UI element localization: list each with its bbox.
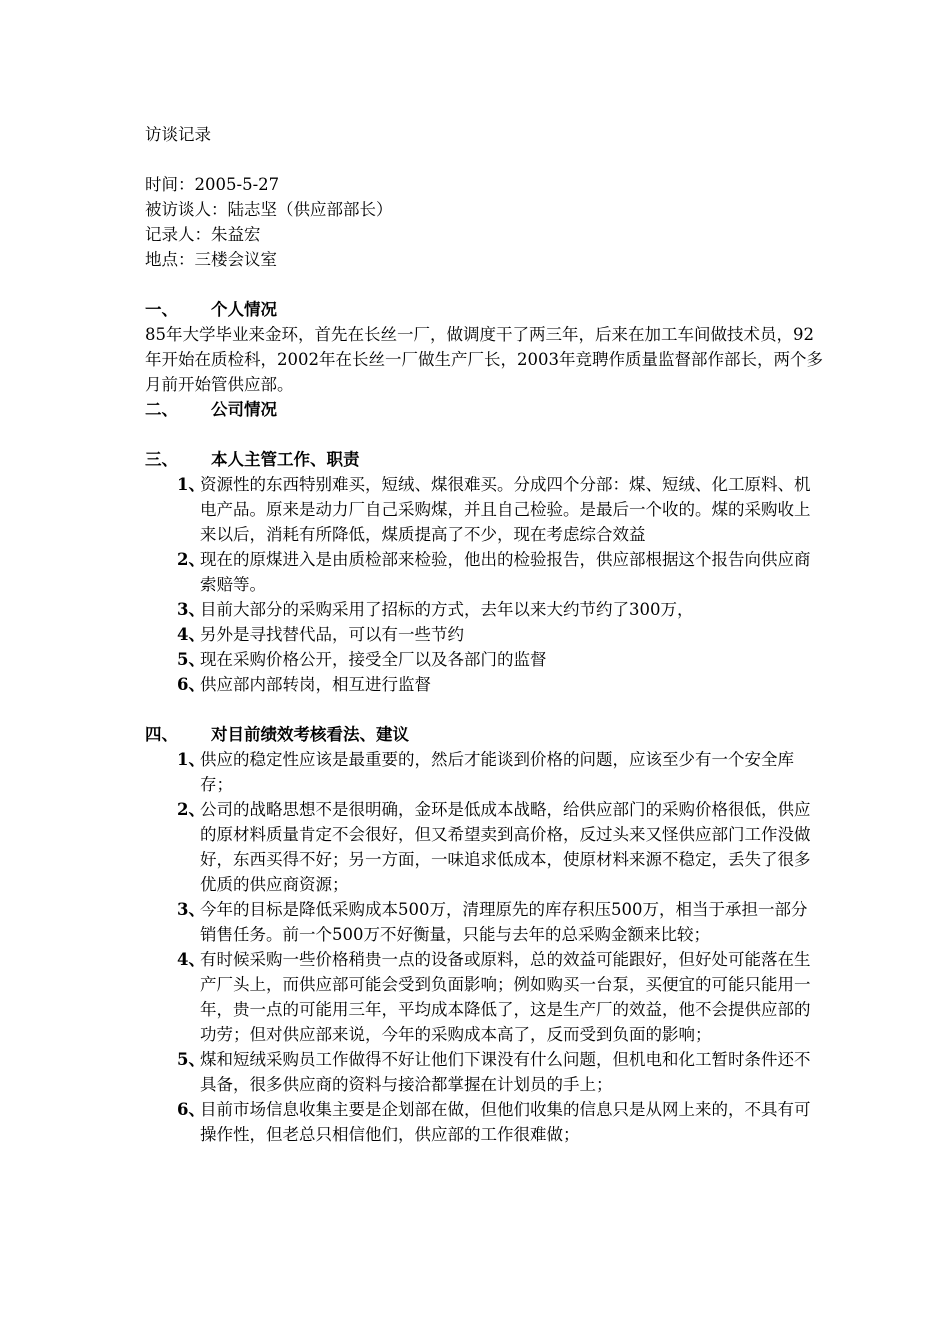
section-number: 二、 — [145, 400, 178, 419]
list-item — [145, 597, 820, 622]
list-marker: 3、 — [177, 900, 205, 919]
spacer — [145, 697, 825, 722]
list-item — [145, 647, 820, 672]
list-item-text: 目前大部分的采购采用了招标的方式，去年以来大约节约了300万， — [200, 600, 694, 619]
list-marker: 4、 — [177, 625, 205, 644]
list-item-text: 目前市场信息收集主要是企划部在做，但他们收集的信息只是从网上来的，不具有可操作性，但老总只相信他们，供应部的工作很难做； — [200, 1100, 811, 1144]
list-marker: 3、 — [177, 600, 205, 619]
list-item — [145, 1097, 820, 1147]
meta-location: 地点：三楼会议室 — [145, 250, 277, 269]
list-marker: 6、 — [177, 1100, 205, 1119]
list-item — [145, 897, 820, 947]
section-heading — [145, 397, 825, 422]
doc-title: 访谈记录 — [145, 125, 211, 144]
section-heading — [145, 297, 825, 322]
list-item-text: 现在的原煤进入是由质检部来检验，他出的检验报告，供应部根据这个报告向供应商索赔等。 — [200, 550, 811, 594]
list-item-text: 公司的战略思想不是很明确，金环是低成本战略，给供应部门的采购价格很低，供应的原材料质量肯定不会很好，但又希望卖到高价格，反过头来又怪供应部门工作没做好，东西买得不好；另一方面，一味追求低成本，使原材料来源不稳定，丢失了很多优质的供应商资源； — [200, 800, 811, 894]
list-marker: 2、 — [177, 800, 205, 819]
spacer — [145, 272, 825, 297]
list-item — [145, 747, 820, 797]
list-item — [145, 622, 820, 647]
list-item — [145, 797, 820, 897]
numbered-list — [145, 472, 825, 697]
section-heading — [145, 722, 825, 747]
list-item — [145, 672, 820, 697]
section-title: 公司情况 — [211, 400, 277, 419]
section-text: 85年大学毕业来金环，首先在长丝一厂，做调度干了两三年，后来在加工车间做技术员，92年开始在质检科，2002年在长丝一厂做生产厂长，2003年竞聘作质量监督部作部长，两个多月前开始管供应部。 — [145, 325, 823, 394]
meta-interviewee: 被访谈人：陆志坚（供应部部长） — [145, 200, 393, 219]
document-page — [145, 122, 825, 1147]
list-item-text: 现在采购价格公开，接受全厂以及各部门的监督 — [200, 650, 547, 669]
section-number: 四、 — [145, 725, 178, 744]
meta-time: 时间：2005-5-27 — [145, 175, 280, 194]
section-heading — [145, 447, 825, 472]
list-marker: 2、 — [177, 550, 205, 569]
list-item — [145, 472, 820, 547]
list-marker: 1、 — [177, 475, 205, 494]
list-marker: 5、 — [177, 650, 205, 669]
section-title: 个人情况 — [211, 300, 277, 319]
list-item — [145, 947, 820, 1047]
meta-recorder: 记录人：朱益宏 — [145, 225, 261, 244]
list-item-text: 有时候采购一些价格稍贵一点的设备或原料，总的效益可能跟好，但好处可能落在生产厂头上，而供应部可能会受到负面影响；例如购买一台泵，买便宜的可能只能用一年，贵一点的可能用三年，平均成本降低了，这是生产厂的效益，他不会提供应部的功劳；但对供应部来说，今年的采购成本高了，反而受到负面的影响； — [200, 950, 811, 1044]
list-marker: 4、 — [177, 950, 205, 969]
section-title: 对目前绩效考核看法、建议 — [211, 725, 409, 744]
list-marker: 1、 — [177, 750, 205, 769]
section-number: 一、 — [145, 300, 178, 319]
list-marker: 5、 — [177, 1050, 205, 1069]
list-item-text: 供应部内部转岗，相互进行监督 — [200, 675, 431, 694]
list-item — [145, 547, 820, 597]
list-item-text: 另外是寻找替代品，可以有一些节约 — [200, 625, 464, 644]
section-title: 本人主管工作、职责 — [211, 450, 360, 469]
list-item — [145, 1047, 820, 1097]
list-item-text: 供应的稳定性应该是最重要的，然后才能谈到价格的问题，应该至少有一个安全库存； — [200, 750, 794, 794]
list-item-text: 今年的目标是降低采购成本500万，清理原先的库存积压500万，相当于承担一部分销售任务。前一个500万不好衡量，只能与去年的总采购金额来比较； — [200, 900, 808, 944]
list-marker: 6、 — [177, 675, 205, 694]
numbered-list — [145, 747, 825, 1147]
spacer — [145, 422, 825, 447]
list-item-text: 资源性的东西特别难买，短绒、煤很难买。分成四个分部：煤、短绒、化工原料、机电产品。原来是动力厂自己采购煤，并且自己检验。是最后一个收的。煤的采购收上来以后，消耗有所降低，煤质提高了不少，现在考虑综合效益 — [200, 475, 811, 544]
list-item-text: 煤和短绒采购员工作做得不好让他们下课没有什么问题，但机电和化工暂时条件还不具备，很多供应商的资料与接洽都掌握在计划员的手上； — [200, 1050, 811, 1094]
section-number: 三、 — [145, 450, 178, 469]
